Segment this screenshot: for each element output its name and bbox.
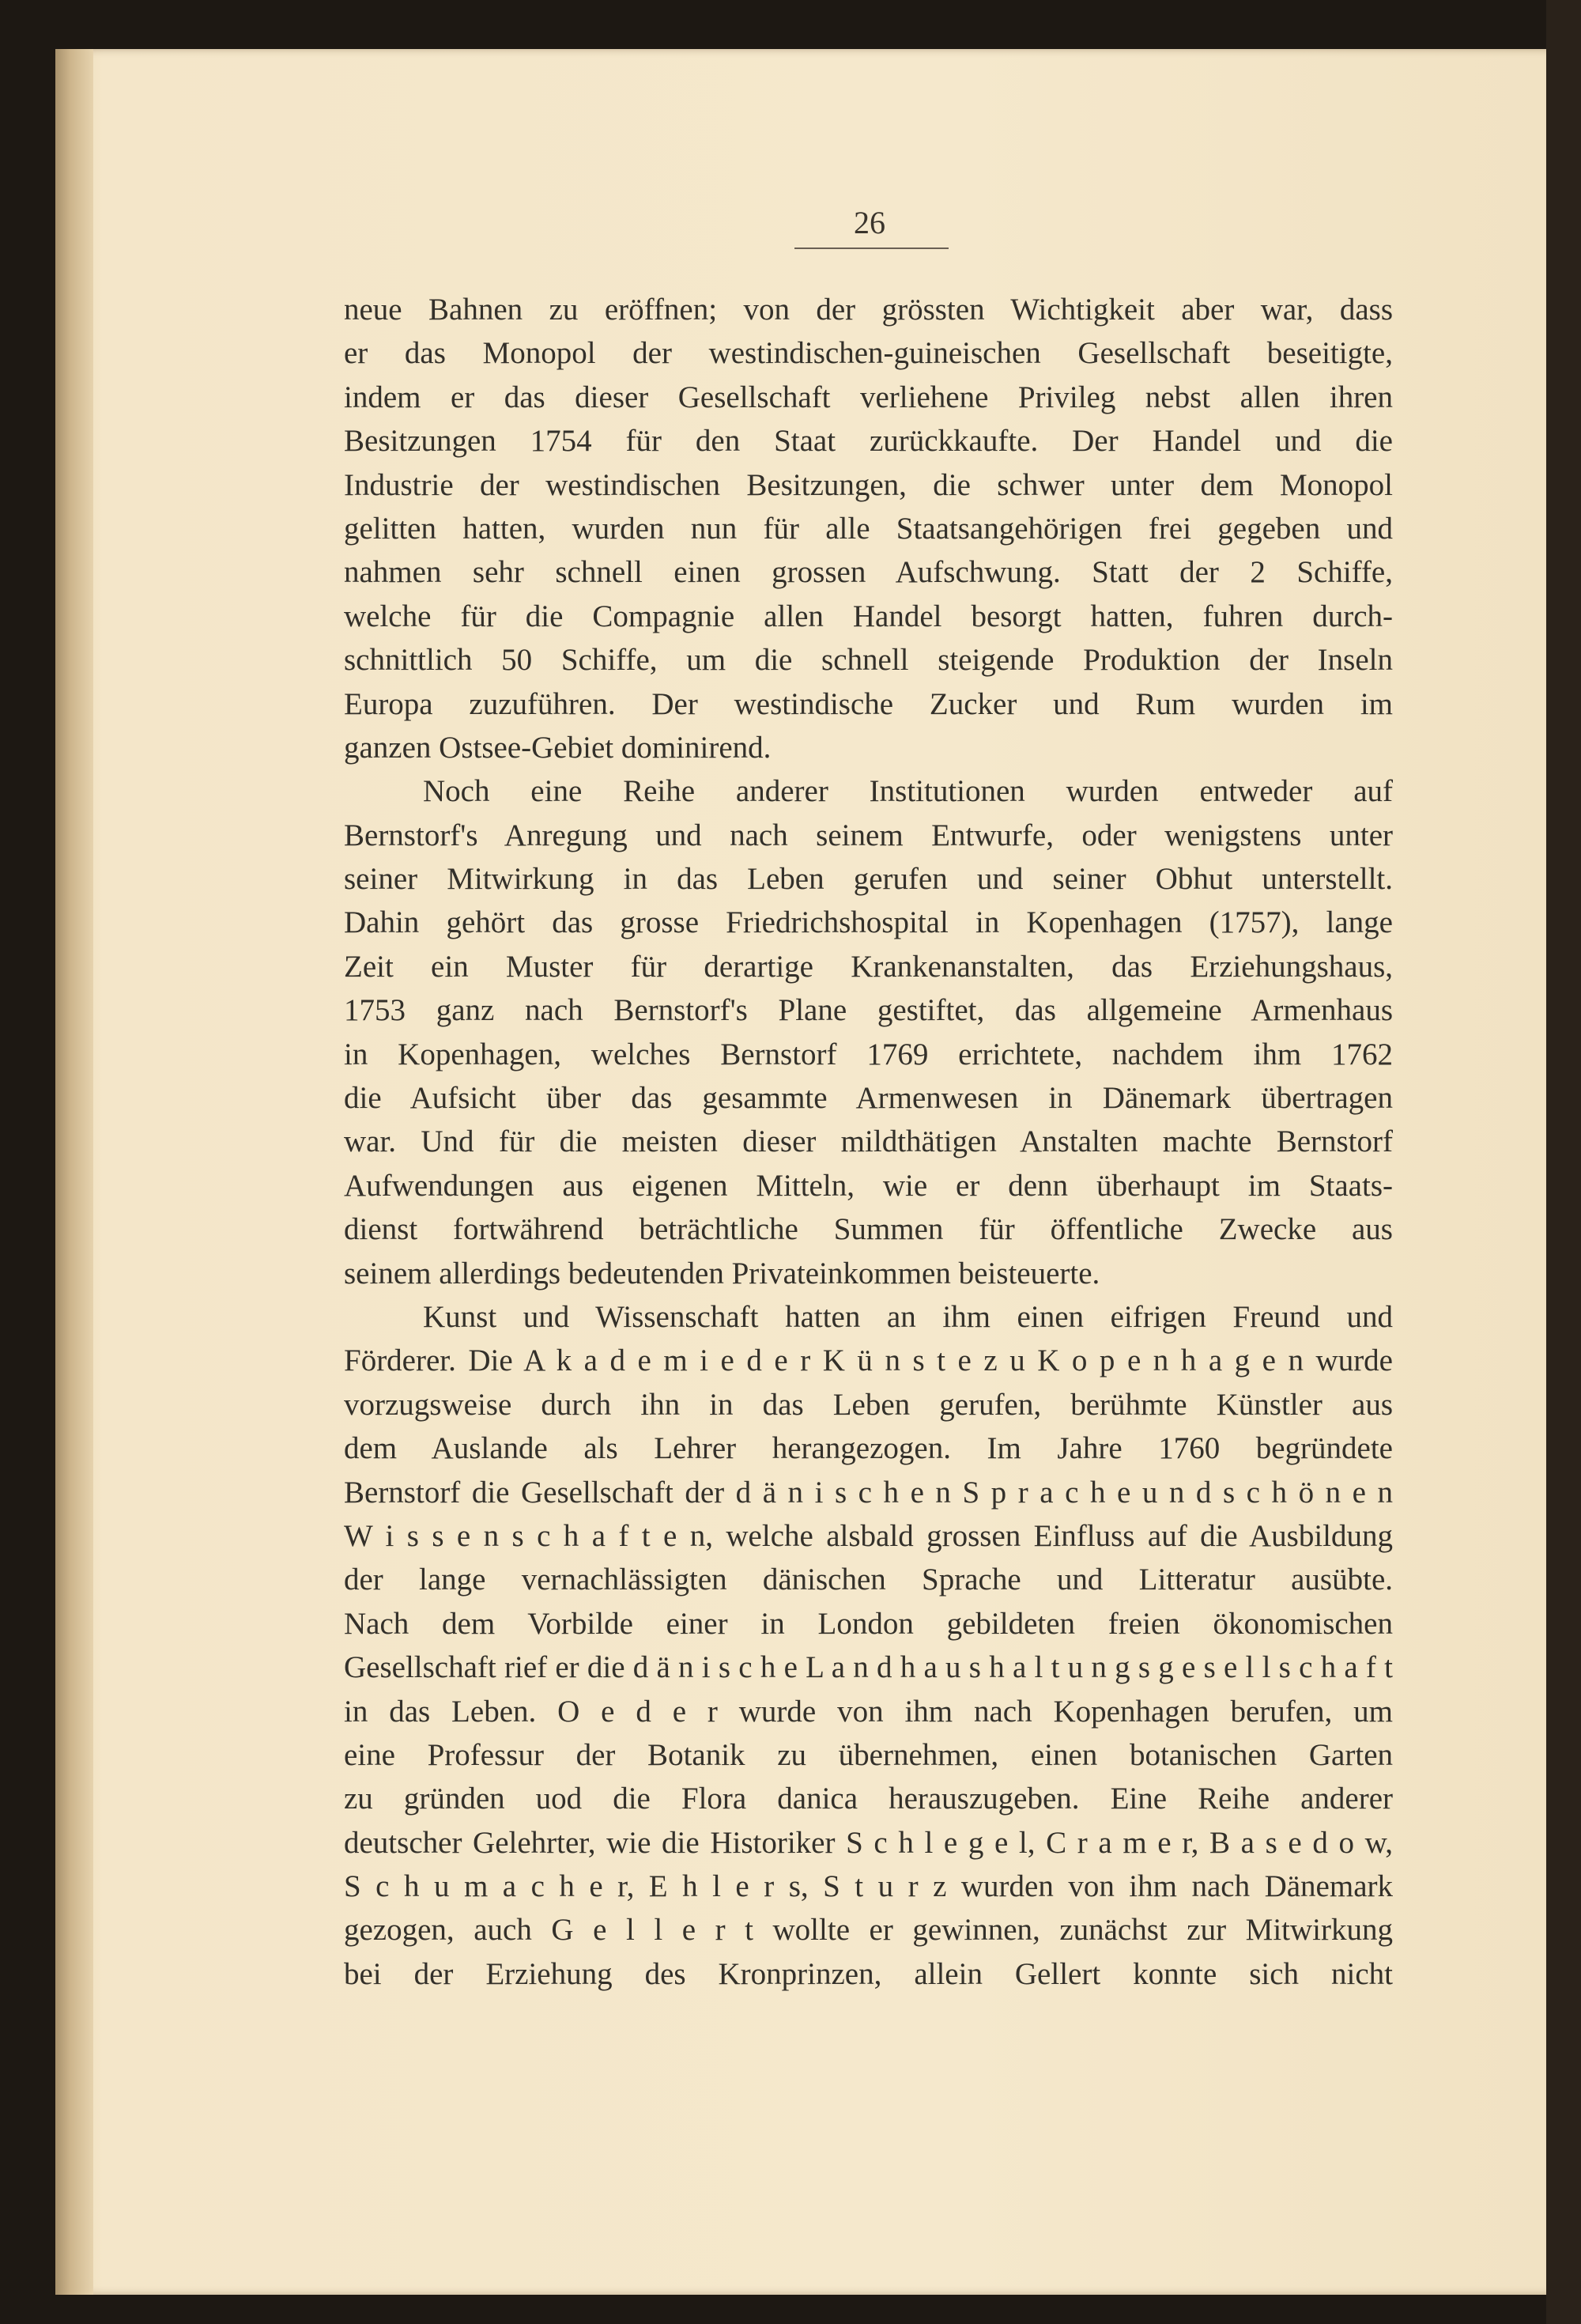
text-line: seinem allerdings bedeutenden Privateinkommen beisteuerte. bbox=[344, 1256, 1100, 1290]
text-line: gelitten hatten, wurden nun für alle Staatsangehörigen frei gegeben und bbox=[344, 511, 1393, 546]
next-page-edge bbox=[1546, 0, 1581, 2324]
text-line: welche für die Compagnie allen Handel besorgt hatten, fuhren durch- bbox=[344, 599, 1393, 633]
text-line: in das Leben. O e d e r wurde von ihm nach Kopenhagen berufen, um bbox=[344, 1694, 1393, 1729]
text-line: Industrie der westindischen Besitzungen, die schwer unter dem Monopol bbox=[344, 467, 1393, 502]
text-line: nahmen sehr schnell einen grossen Aufschwung. Statt der 2 Schiffe, bbox=[344, 555, 1393, 590]
body-text bbox=[344, 288, 1393, 1996]
text-line: Besitzungen 1754 für den Staat zurückkaufte. Der Handel und die bbox=[344, 424, 1393, 459]
text-line: Dahin gehört das grosse Friedrichshospital in Kopenhagen (1757), lange bbox=[344, 905, 1393, 940]
page-binding-edge bbox=[55, 49, 93, 2295]
text-line: zu gründen uod die Flora danica herauszugeben. Eine Reihe anderer bbox=[344, 1782, 1393, 1816]
text-line: neue Bahnen zu eröffnen; von der grössten Wichtigkeit aber war, dass bbox=[344, 293, 1393, 327]
text-line: die Aufsicht über das gesammte Armenwesen in Dänemark übertragen bbox=[344, 1081, 1393, 1116]
text-line: W i s s e n s c h a f t e n, welche alsbald grossen Einfluss auf die Ausbildung bbox=[344, 1518, 1393, 1553]
text-line: indem er das dieser Gesellschaft verliehene Privileg nebst allen ihren bbox=[344, 380, 1393, 414]
text-line: seiner Mitwirkung in das Leben gerufen und seiner Obhut unterstellt. bbox=[344, 862, 1393, 897]
text-line: Gesellschaft rief er die d ä n i s c h e L a n d h a u s h a l t u n g s g e s e l l s c h a f t bbox=[344, 1650, 1393, 1685]
text-line: dem Auslande als Lehrer herangezogen. Im Jahre 1760 begründete bbox=[344, 1431, 1393, 1466]
text-line: deutscher Gelehrter, wie die Historiker S c h l e g e l, C r a m e r, B a s e d o w, bbox=[344, 1825, 1393, 1860]
text-line: gezogen, auch G e l l e r t wollte er gewinnen, zunächst zur Mitwirkung bbox=[344, 1913, 1393, 1948]
text-line: Bernstorf's Anregung und nach seinem Entwurfe, oder wenigstens unter bbox=[344, 818, 1393, 852]
text-line: Noch eine Reihe anderer Institutionen wurden entweder auf bbox=[423, 774, 1393, 809]
header-rule bbox=[794, 248, 949, 249]
text-line: schnittlich 50 Schiffe, um die schnell steigende Produktion der Inseln bbox=[344, 643, 1393, 678]
text-line: er das Monopol der westindischen-guineischen Gesellschaft beseitigte, bbox=[344, 336, 1393, 371]
text-line: Bernstorf die Gesellschaft der d ä n i s c h e n S p r a c h e u n d s c h ö n e n bbox=[344, 1475, 1393, 1510]
text-line: Aufwendungen aus eigenen Mitteln, wie er denn überhaupt im Staats- bbox=[344, 1168, 1393, 1203]
text-line: eine Professur der Botanik zu übernehmen, einen botanischen Garten bbox=[344, 1737, 1393, 1772]
text-line: in Kopenhagen, welches Bernstorf 1769 errichtete, nachdem ihm 1762 bbox=[344, 1037, 1393, 1071]
text-line: Kunst und Wissenschaft hatten an ihm einen eifrigen Freund und bbox=[423, 1299, 1393, 1334]
text-line: der lange vernachlässigten dänischen Sprache und Litteratur ausübte. bbox=[344, 1563, 1393, 1597]
text-line: vorzugsweise durch ihn in das Leben gerufen, berühmte Künstler aus bbox=[344, 1387, 1393, 1422]
text-line: Zeit ein Muster für derartige Krankenanstalten, das Erziehungshaus, bbox=[344, 949, 1393, 984]
text-line: Europa zuzuführen. Der westindische Zucker und Rum wurden im bbox=[344, 686, 1393, 721]
text-line: S c h u m a c h e r, E h l e r s, S t u r z wurden von ihm nach Dänemark bbox=[344, 1869, 1393, 1904]
text-line: ganzen Ostsee-Gebiet dominirend. bbox=[344, 730, 772, 765]
text-line: Nach dem Vorbilde einer in London gebildeten freien ökonomischen bbox=[344, 1606, 1393, 1641]
text-line: bei der Erziehung des Kronprinzen, allein Gellert konnte sich nicht bbox=[344, 1956, 1393, 1991]
text-line: 1753 ganz nach Bernstorf's Plane gestiftet, das allgemeine Armenhaus bbox=[344, 993, 1393, 1028]
page-number: 26 bbox=[854, 205, 885, 240]
text-line: Förderer. Die A k a d e m i e d e r K ü n s t e z u K o p e n h a g e n wurde bbox=[344, 1343, 1393, 1378]
text-line: dienst fortwährend beträchtliche Summen für öffentliche Zwecke aus bbox=[344, 1212, 1393, 1247]
text-line: war. Und für die meisten dieser mildthätigen Anstalten machte Bernstorf bbox=[344, 1124, 1393, 1159]
